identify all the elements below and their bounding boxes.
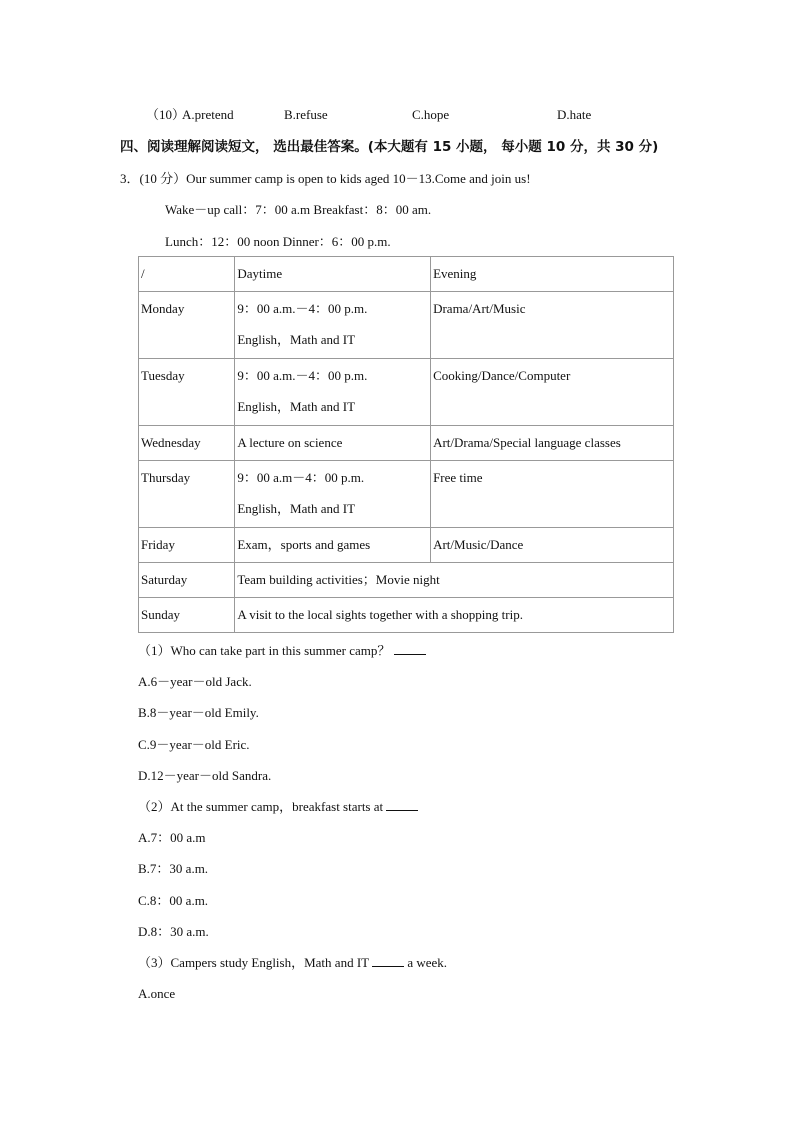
table-row xyxy=(139,528,674,563)
table-cell-daytime: A lecture on science xyxy=(235,426,431,461)
question-2-option-c: C.8：00 a.m. xyxy=(138,893,209,908)
schedule-line-meals-1: Wake－up call：7：00 a.m Breakfast：8：00 am. xyxy=(165,202,432,217)
question-1-option-c: C.9－year－old Eric. xyxy=(138,737,250,752)
question-2-option-b: B.7：30 a.m. xyxy=(138,861,209,876)
table-cell-day: Thursday xyxy=(139,461,235,528)
table-cell-daytime: 9：00 a.m.－4：00 p.m. English，Math and IT xyxy=(235,292,431,359)
prev-option-a: A.pretend xyxy=(182,107,234,122)
question-1-option-d: D.12－year－old Sandra. xyxy=(138,768,272,783)
table-row xyxy=(139,461,674,528)
table-cell-day: Wednesday xyxy=(139,426,235,461)
prev-option-d: D.hate xyxy=(557,107,592,122)
section-header: 四、阅读理解阅读短文， 选出最佳答案。(本大题有 15 小题， 每小题 10 分，共 30 分) xyxy=(120,139,659,155)
prev-question-number: （10） xyxy=(146,107,186,122)
table-cell-evening: Free time xyxy=(431,461,674,528)
prev-option-c: C.hope xyxy=(412,107,450,122)
table-cell-evening: Cooking/Dance/Computer xyxy=(431,359,674,426)
table-row xyxy=(139,359,674,426)
question-2-option-d: D.8：30 a.m. xyxy=(138,924,209,939)
table-row xyxy=(139,292,674,359)
table-header: Evening xyxy=(431,257,674,292)
table-cell-day: Tuesday xyxy=(139,359,235,426)
table-row xyxy=(139,563,674,598)
answer-blank[interactable] xyxy=(386,799,418,811)
question-1-option-b: B.8－year－old Emily. xyxy=(138,705,259,720)
question-2-option-a: A.7：00 a.m xyxy=(138,830,206,845)
table-header-row xyxy=(139,257,674,292)
question-1-option-a: A.6－year－old Jack. xyxy=(138,674,252,689)
table-cell-evening: Art/Drama/Special language classes xyxy=(431,426,674,461)
schedule-table xyxy=(138,256,674,633)
question-3-stem: （3）Campers study English，Math and IT a week. xyxy=(138,955,448,970)
table-cell-day: Saturday xyxy=(139,563,235,598)
table-cell-day: Monday xyxy=(139,292,235,359)
table-cell-merged: A visit to the local sights together with a shopping trip. xyxy=(235,598,674,633)
table-cell-daytime: 9：00 a.m－4：00 p.m. English，Math and IT xyxy=(235,461,431,528)
question-1-stem: （1）Who can take part in this summer camp？ xyxy=(138,643,426,659)
table-row xyxy=(139,426,674,461)
table-cell-merged: Team building activities；Movie night xyxy=(235,563,674,598)
question-2-stem: （2）At the summer camp，breakfast starts at xyxy=(138,799,418,815)
table-header: / xyxy=(139,257,235,292)
answer-blank[interactable] xyxy=(372,955,404,967)
prev-option-b: B.refuse xyxy=(284,107,328,122)
answer-blank[interactable] xyxy=(394,643,426,655)
table-row xyxy=(139,598,674,633)
table-cell-evening: Art/Music/Dance xyxy=(431,528,674,563)
table-cell-day: Friday xyxy=(139,528,235,563)
table-cell-evening: Drama/Art/Music xyxy=(431,292,674,359)
passage-intro: 3．(10 分）Our summer camp is open to kids aged 10－13.Come and join us! xyxy=(120,171,531,186)
table-cell-day: Sunday xyxy=(139,598,235,633)
table-cell-daytime: Exam，sports and games xyxy=(235,528,431,563)
table-header: Daytime xyxy=(235,257,431,292)
question-3-option-a: A.once xyxy=(138,986,176,1001)
schedule-line-meals-2: Lunch：12：00 noon Dinner：6：00 p.m. xyxy=(165,234,391,249)
table-cell-daytime: 9：00 a.m.－4：00 p.m. English，Math and IT xyxy=(235,359,431,426)
